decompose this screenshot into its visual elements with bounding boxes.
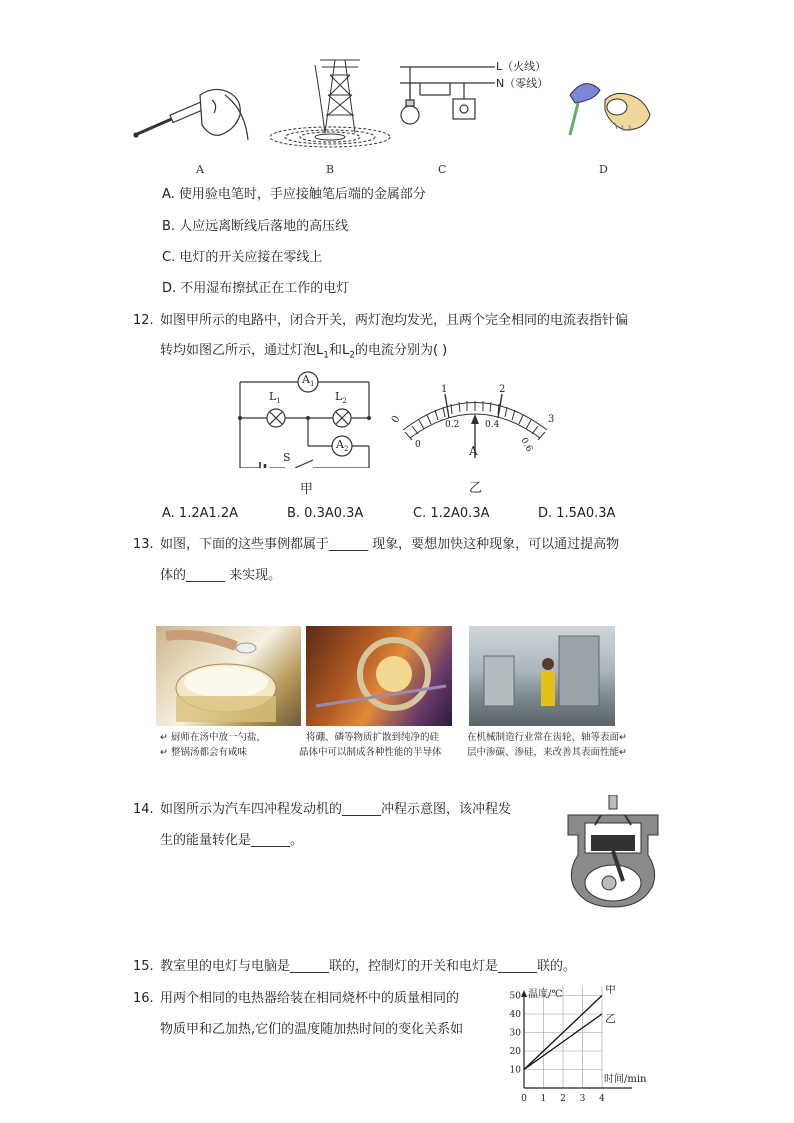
meter-top-tick-2: 2	[499, 384, 506, 395]
a1-letter: A	[302, 373, 310, 386]
temperature-chart	[500, 985, 660, 1110]
lamp-l1-label	[269, 390, 281, 405]
meter-top-tick-1: 1	[441, 384, 448, 395]
photo-semiconductor	[306, 626, 452, 726]
fig-label-b: B	[326, 163, 335, 176]
engine-diagram	[563, 795, 663, 910]
circuit-figure-label: 甲	[300, 482, 314, 497]
y-tick-label-1: 20	[509, 1047, 521, 1057]
caption-semiconductor-2: 晶体中可以制成各种性能的半导体	[299, 747, 442, 758]
engine-svg	[563, 795, 663, 910]
switch-label: S	[283, 451, 291, 464]
x-tick-label-1: 1	[540, 1094, 547, 1104]
caption-factory-2: 层中渗碳、渗硅，来改善其表面性能↵	[467, 747, 627, 758]
series-label-1: 乙	[605, 1012, 616, 1025]
q13-line2: 体的______ 来实现。	[160, 568, 282, 583]
meter-unit: A	[469, 444, 478, 458]
meter-bottom-tick-06: 0.6	[518, 436, 535, 454]
x-axis-label: 时间/min	[604, 1074, 647, 1085]
l2-letter: L	[335, 390, 343, 403]
photo-factory	[469, 626, 615, 726]
test-pen-illustration	[134, 89, 248, 140]
q11-illustrations	[130, 55, 670, 180]
ammeter-dial	[385, 380, 565, 500]
fig-label-d: D	[599, 163, 608, 176]
ammeter-a2-label	[336, 438, 348, 453]
q11-option-a: A. 使用验电笔时，手应接触笔后端的金属部分	[162, 187, 426, 202]
x-tick-label-3: 3	[579, 1094, 586, 1104]
series-label-0: 甲	[605, 985, 616, 996]
y-tick-label-3: 40	[509, 1010, 521, 1020]
q11-option-b: B. 人应远离断线后落地的高压线	[162, 219, 349, 234]
q12-line2-b: 和L	[328, 343, 350, 358]
q12-option-d: D. 1.5A0.3A	[538, 506, 616, 521]
l1-letter: L	[269, 390, 277, 403]
cooking-pot-drawing	[156, 626, 301, 726]
q12-line1: 如图甲所示的电路中，闭合开关，两灯泡均发光，且两个完全相同的电流表指针偏	[160, 313, 629, 328]
q16-line2: 物质甲和乙加热,它们的温度随加热时间的变化关系如	[160, 1022, 464, 1037]
q15-line1: 教室里的电灯与电脑是______联的，控制灯的开关和电灯是______联的。	[160, 959, 577, 974]
circuit-diagram	[235, 368, 375, 498]
q12-sub1: 1	[323, 350, 329, 361]
y-axis-arrow	[521, 990, 527, 997]
q12-line2	[160, 342, 447, 365]
q12-option-b: B. 0.3A0.3A	[287, 506, 364, 521]
a2-letter: A	[336, 438, 344, 451]
semiconductor-machine-drawing	[306, 626, 452, 726]
temperature-chart-svg	[500, 985, 660, 1110]
desk-lamp-illustration	[570, 84, 650, 135]
caption-factory-1: 在机械制造行业常在齿轮、轴等表面↵	[467, 732, 627, 743]
meter-bottom-tick-04: 0.4	[485, 420, 500, 430]
q13-line1: 如图，下面的这些事例都属于______ 现象，要想加快这种现象，可以通过提高物	[160, 537, 620, 552]
q14-line1: 如图所示为汽车四冲程发动机的______冲程示意图，该冲程发	[160, 802, 512, 817]
q13-number: 13.	[133, 537, 154, 552]
lamp-wiring-diagram	[400, 67, 495, 124]
q12-sub2: 2	[349, 350, 355, 361]
lamp-l2-label	[335, 390, 347, 405]
neutral-wire-label: N（零线）	[496, 77, 549, 90]
q12-option-c: C. 1.2A0.3A	[413, 506, 490, 521]
power-tower-illustration	[270, 60, 390, 147]
meter-figure-label: 乙	[469, 481, 483, 496]
a1-sub: 1	[309, 380, 315, 389]
q15-number: 15.	[133, 959, 154, 974]
caption-cooking-2: ↵ 整锅汤都会有咸味	[160, 747, 247, 758]
x-tick-label-4: 4	[599, 1094, 605, 1104]
q12-number: 12.	[133, 313, 154, 328]
fig-label-c: C	[438, 163, 447, 176]
meter-bottom-tick-02: 0.2	[445, 420, 460, 430]
factory-machine-drawing	[469, 626, 615, 726]
q12-option-a: A. 1.2A1.2A	[162, 506, 239, 521]
q14-number: 14.	[133, 802, 154, 817]
q16-number: 16.	[133, 991, 154, 1006]
y-tick-label-2: 30	[509, 1028, 521, 1039]
q11-figures	[130, 55, 670, 180]
photo-cooking-salt	[156, 626, 301, 726]
meter-bottom-tick-0: 0	[415, 440, 421, 450]
q14-line2: 生的能量转化是______。	[160, 833, 304, 848]
q11-option-d: D. 不用湿布擦拭正在工作的电灯	[162, 281, 350, 296]
y-tick-label-0: 10	[509, 1065, 521, 1076]
a2-sub: 2	[343, 445, 349, 454]
q16-line1: 用两个相同的电热器给装在相同烧杯中的质量相同的	[160, 991, 460, 1006]
x-tick-label-2: 2	[560, 1094, 566, 1104]
ammeter-a1-label	[302, 373, 314, 388]
q12-line2-a: 转均如图乙所示，通过灯泡L	[160, 343, 324, 358]
caption-semiconductor-1: 将硼、磷等物质扩散到纯净的硅	[306, 732, 440, 743]
live-wire-label: L（火线）	[496, 60, 547, 73]
meter-top-tick-0: 0	[389, 413, 403, 426]
q12-line2-c: 的电流分别为( )	[354, 343, 448, 358]
fig-label-a: A	[196, 163, 204, 176]
l2-sub: 2	[342, 397, 347, 406]
y-axis-label: 温度/℃	[528, 989, 563, 1000]
y-tick-label-4: 50	[509, 991, 521, 1002]
q11-option-c: C. 电灯的开关应接在零线上	[162, 250, 323, 265]
l1-sub: 1	[276, 397, 281, 406]
x-tick-label-0: 0	[521, 1094, 527, 1104]
meter-top-tick-3: 3	[548, 414, 555, 425]
caption-cooking-1: ↵ 厨师在汤中放一勺盐，	[160, 732, 266, 743]
